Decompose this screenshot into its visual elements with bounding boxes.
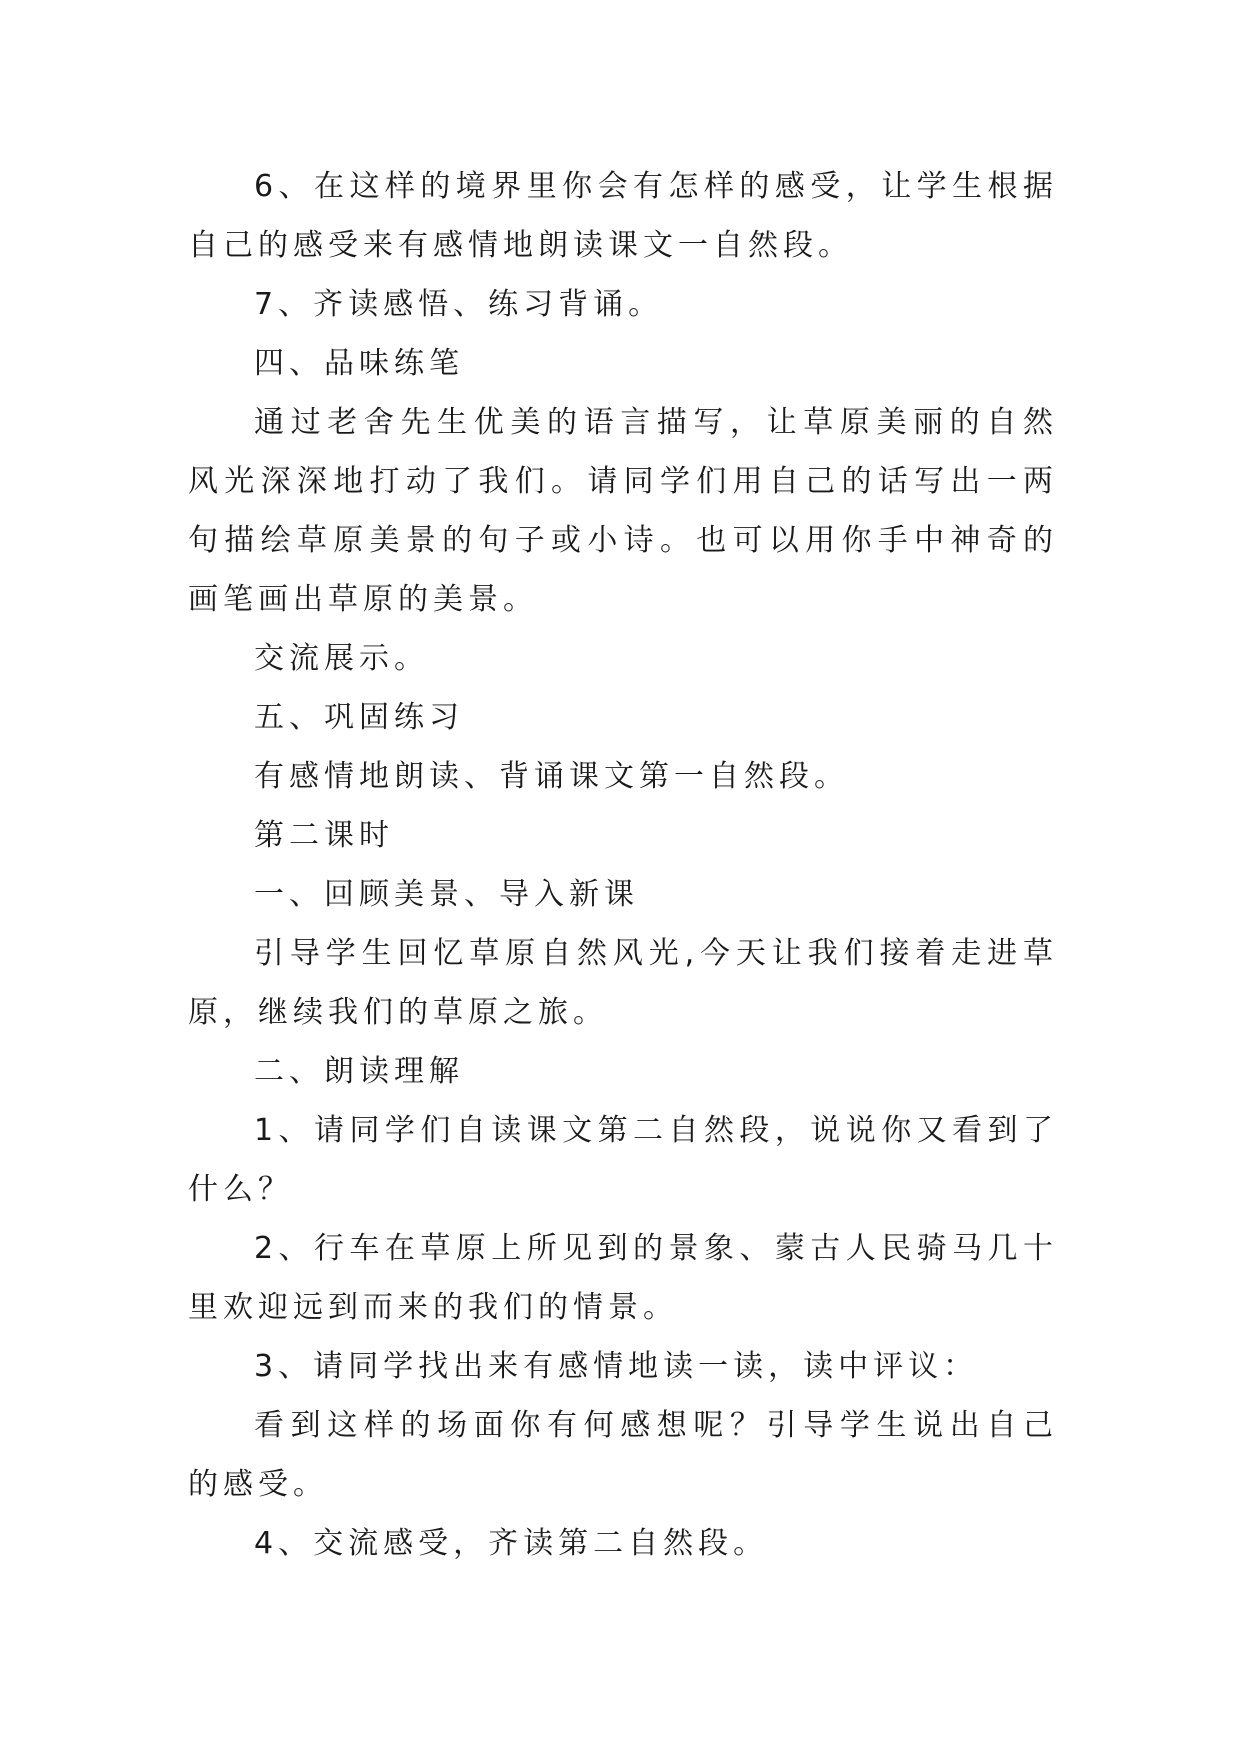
paragraph-recite: 有感情地朗读、背诵课文第一自然段。 <box>254 759 849 794</box>
section-heading-2: 二、朗读理解 <box>254 1054 464 1089</box>
document-body <box>188 157 1058 1573</box>
paragraph-step-7: 7、齐读感悟、练习背诵。 <box>254 287 664 322</box>
paragraph-step-3: 3、请同学找出来有感情地读一读，读中评议： <box>254 1349 979 1384</box>
section-heading-1: 一、回顾美景、导入新课 <box>254 877 639 912</box>
paragraph-step-4: 4、交流感受，齐读第二自然段。 <box>254 1526 769 1561</box>
paragraph-exchange: 交流展示。 <box>254 641 429 676</box>
paragraph-writing-practice: 通过老舍先生优美的语言描写，让草原美丽的自然风光深深地打动了我们。请同学们用自己的话写出一两句描绘草原美景的句子或小诗。也可以用你手中神奇的画笔画出草原的美景。 <box>188 405 1058 617</box>
paragraph-step-6: 6、在这样的境界里你会有怎样的感受，让学生根据自己的感受来有感情地朗读课文一自然段。 <box>188 169 1058 263</box>
lesson-heading-2: 第二课时 <box>254 818 394 853</box>
section-heading-5: 五、巩固练习 <box>254 700 464 735</box>
paragraph-reflection: 看到这样的场面你有何感想呢？引导学生说出自己的感受。 <box>188 1408 1058 1502</box>
paragraph-step-1: 1、请同学们自读课文第二自然段，说说你又看到了什么？ <box>188 1113 1058 1207</box>
paragraph-step-2: 2、行车在草原上所见到的景象、蒙古人民骑马几十里欢迎远到而来的我们的情景。 <box>188 1231 1058 1325</box>
paragraph-review: 引导学生回忆草原自然风光,今天让我们接着走进草原，继续我们的草原之旅。 <box>188 936 1058 1030</box>
section-heading-4: 四、品味练笔 <box>254 346 464 381</box>
